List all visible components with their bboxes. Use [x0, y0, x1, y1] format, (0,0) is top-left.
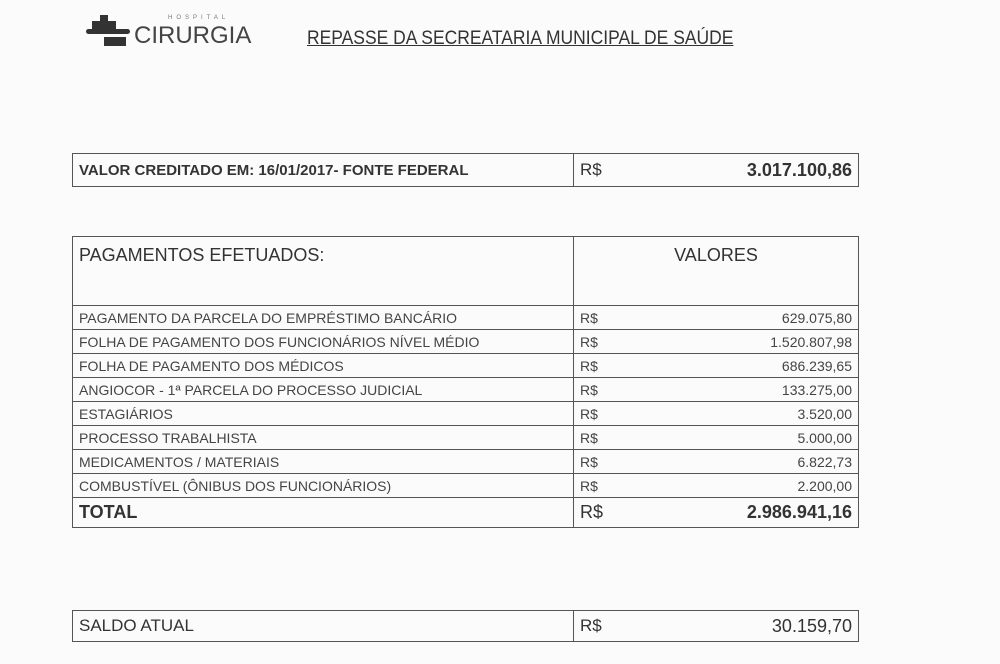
payment-row: [73, 474, 859, 498]
payment-value: 686.239,65: [646, 354, 859, 378]
logo-subtitle: HOSPITAL: [168, 15, 230, 21]
payment-value: 133.275,00: [646, 378, 859, 402]
payment-currency: R$: [574, 330, 647, 354]
payment-label: COMBUSTÍVEL (ÔNIBUS DOS FUNCIONÁRIOS): [73, 474, 574, 498]
credit-table: [72, 153, 859, 187]
payments-table: [72, 236, 859, 528]
payment-label: ESTAGIÁRIOS: [73, 402, 574, 426]
payment-label: PROCESSO TRABALHISTA: [73, 426, 574, 450]
balance-row: [73, 611, 859, 642]
credit-row: [73, 154, 859, 187]
payment-label: ANGIOCOR - 1ª PARCELA DO PROCESSO JUDICIAL: [73, 378, 574, 402]
payment-row: [73, 402, 859, 426]
page-title: REPASSE DA SECREATARIA MUNICIPAL DE SAÚDE: [307, 28, 734, 49]
balance-table: [72, 610, 859, 642]
payment-value: 1.520.807,98: [646, 330, 859, 354]
values-header: VALORES: [574, 237, 859, 306]
payment-row: [73, 426, 859, 450]
payment-currency: R$: [574, 402, 647, 426]
payment-value: 5.000,00: [646, 426, 859, 450]
payment-currency: R$: [574, 306, 647, 330]
total-value: 2.986.941,16: [646, 498, 859, 528]
payment-currency: R$: [574, 354, 647, 378]
payment-label: PAGAMENTO DA PARCELA DO EMPRÉSTIMO BANCÁRIO: [73, 306, 574, 330]
payment-value: 2.200,00: [646, 474, 859, 498]
balance-value: 30.159,70: [646, 611, 859, 642]
payment-currency: R$: [574, 378, 647, 402]
payment-currency: R$: [574, 450, 647, 474]
payment-label: FOLHA DE PAGAMENTO DOS FUNCIONÁRIOS NÍVEL MÉDIO: [73, 330, 574, 354]
logo-text: [134, 14, 251, 49]
total-currency: R$: [574, 498, 647, 528]
payments-header-label: PAGAMENTOS EFETUADOS:: [73, 237, 574, 306]
payment-row: [73, 354, 859, 378]
payment-label: MEDICAMENTOS / MATERIAIS: [73, 450, 574, 474]
hospital-logo: [86, 14, 251, 49]
credit-label: VALOR CREDITADO EM: 16/01/2017- FONTE FEDERAL: [73, 154, 574, 187]
credit-value: 3.017.100,86: [646, 154, 859, 187]
payment-row: [73, 306, 859, 330]
payment-value: 3.520,00: [646, 402, 859, 426]
balance-label: SALDO ATUAL: [73, 611, 574, 642]
credit-currency: R$: [574, 154, 647, 187]
logo-mark-icon: [86, 15, 130, 49]
payment-row: [73, 330, 859, 354]
logo-name: CIRURGIA: [134, 22, 252, 49]
payment-row: [73, 450, 859, 474]
payment-label: FOLHA DE PAGAMENTO DOS MÉDICOS: [73, 354, 574, 378]
payment-value: 629.075,80: [646, 306, 859, 330]
payment-currency: R$: [574, 426, 647, 450]
total-row: [73, 498, 859, 528]
payments-header: [73, 237, 859, 306]
payment-currency: R$: [574, 474, 647, 498]
balance-currency: R$: [574, 611, 647, 642]
payment-value: 6.822,73: [646, 450, 859, 474]
payment-row: [73, 378, 859, 402]
total-label: TOTAL: [73, 498, 574, 528]
